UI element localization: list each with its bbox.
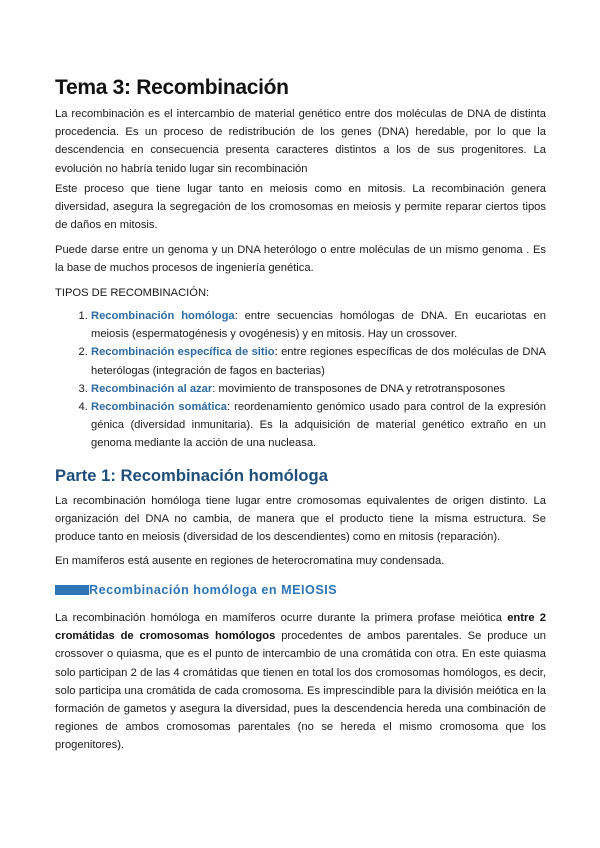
meiosis-text-start: La recombinación homóloga en mamíferos ocurre durante la primera profase meiótica bbox=[55, 612, 508, 624]
recombination-types-list bbox=[55, 307, 546, 453]
subsection-heading-meiosis bbox=[55, 583, 337, 597]
section-heading-part1: Parte 1: Recombinación homóloga bbox=[55, 466, 328, 485]
list-item bbox=[91, 398, 546, 453]
part1-paragraph-2: En mamíferos está ausente en regiones de heterocromatina muy condensada. bbox=[55, 555, 445, 567]
list-item bbox=[91, 380, 546, 398]
intro-paragraph-1: La recombinación es el intercambio de material genético entre dos moléculas de DNA de distinta procedencia. Es un proceso de redistribución de los genes (DNA) heredable, por lo que la descendencia en consecuencia presenta caracteres distintos a los de sus progenitores. La evolución no habría tenido lugar sin recombinación bbox=[55, 108, 546, 175]
list-item bbox=[91, 307, 546, 343]
list-item bbox=[91, 343, 546, 379]
intro-paragraph-2: Este proceso que tiene lugar tanto en meiosis como en mitosis. La recombinación genera diversidad, asegura la segregación de los cromosomas en meiosis y permite reparar ciertos tipos de daños en mitosis. bbox=[55, 183, 546, 232]
types-heading: TIPOS DE RECOMBINACIÓN: bbox=[55, 287, 210, 299]
type-description: : reordenamiento genómico usado para control de la expresión génica (diversidad inmunitaria). Es la adquisición de material genético extraño en un genoma mediante la acción de una nucleasa. bbox=[91, 401, 546, 450]
type-term: Recombinación homóloga bbox=[91, 310, 235, 322]
type-term: Recombinación somática bbox=[91, 401, 227, 414]
intro-paragraph-3: Puede darse entre un genoma y un DNA heterólogo o entre moléculas de un mismo genoma . Es la base de muchos procesos de ingeniería genética. bbox=[55, 244, 546, 275]
meiosis-bold-text: entre 2 cromátidas de cromosomas homólogos bbox=[55, 612, 546, 643]
type-description: : entre secuencias homólogas de DNA. En eucariotas en meiosis (espermatogénesis y ovogénesis) y en mitosis. Hay un crossover. bbox=[91, 310, 546, 341]
subsection-heading-text: Recombinación homóloga en MEIOSIS bbox=[89, 583, 338, 597]
type-term: Recombinación específica de sitio bbox=[91, 346, 275, 359]
part1-paragraph-1: La recombinación homóloga tiene lugar entre cromosomas equivalentes de origen distinto. La organización del DNA no cambia, de manera que el producto tiene la misma estructura. Se produce tanto en meiosis (diversidad de los descendientes) como en mitosis (reparación). bbox=[55, 495, 546, 544]
heading-accent-bar bbox=[55, 585, 89, 595]
type-term: Recombinación al azar bbox=[91, 382, 213, 395]
type-description: : movimiento de transposones de DNA y retrotransposones bbox=[212, 382, 506, 395]
meiosis-paragraph bbox=[55, 609, 546, 755]
type-description: : entre regiones específicas de dos moléculas de DNA heterólogas (integración de fagos en bacterias) bbox=[91, 346, 546, 377]
page-title: Tema 3: Recombinación bbox=[55, 76, 289, 99]
meiosis-text-end: procedentes de ambos parentales. Se produce un crossover o quiasma, que es el punto de intercambio de una cromátida con otra. En este quiasma solo participan 2 de las 4 cromátidas que tienen en total los dos cromosomas homólogos, es decir, solo participa una cromátida de cada cromosoma. Es imprescindible para la división meiótica en la formación de gametos y asegura la diversidad, pues la descendencia hereda una combinación de regiones de ambos cromosomas parentales (no se hereda el mismo cromosoma que los progenitores). bbox=[55, 630, 546, 752]
